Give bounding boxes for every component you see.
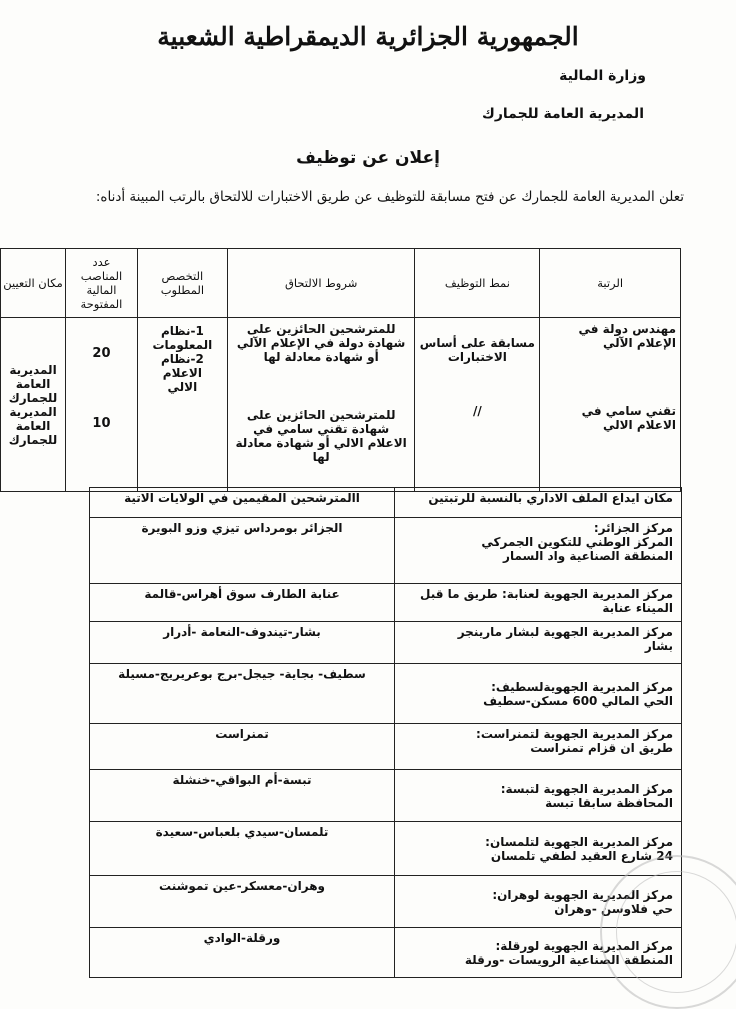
- mode-row2: //: [472, 404, 482, 418]
- header-wilayas: االمترشحين المقيمين في الولايات الاتية: [90, 488, 395, 518]
- centre-place: مركز المديرية الجهوية لبشار مارينجر بشار: [395, 622, 682, 664]
- centre-place: مركز المديرية الجهويةلسطيف: الحي المالي 600 مسكن-سطيف: [395, 664, 682, 724]
- republic-title: الجمهورية الجزائرية الديمقراطية الشعبية: [157, 22, 579, 51]
- centre-wilayas: تبسة-أم البواقي-خنشلة: [90, 770, 395, 822]
- conditions-row2: للمترشحين الحائزين على شهادة تقني سامي في الاعلام الالي أو شهادة معادلة لها: [235, 408, 407, 464]
- table-row: [90, 622, 682, 664]
- centre-wilayas: بشار-تيندوف-النعامة -أدرار: [90, 622, 395, 664]
- specialty-cell: 1-نظام المعلومات 2-نظام الاعلام الالي: [137, 318, 227, 492]
- table-row: [90, 928, 682, 978]
- directorate-name: المديرية العامة للجمارك: [482, 106, 644, 122]
- rank-technician: تقني سامي في الاعلام الالي: [581, 404, 676, 432]
- ranks-table: [0, 248, 681, 492]
- centre-wilayas: ورقلة-الوادي: [90, 928, 395, 978]
- positions-row1: 20: [92, 346, 111, 361]
- mode-row1: مسابقة على أساس الاختبارات: [419, 336, 535, 364]
- centres-table: [89, 487, 682, 978]
- centre-place: مركز المديرية الجهوية لورقلة: المنطقة الصناعية الرويسات -ورقلة: [395, 928, 682, 978]
- centre-wilayas: سطيف- بجاية- جيجل-برج بوعريريج-مسيلة: [90, 664, 395, 724]
- header-conditions: شروط الالتحاق: [227, 249, 415, 318]
- ranks-table-header: [1, 249, 681, 318]
- centre-wilayas: عنابة الطارف سوق أهراس-قالمة: [90, 584, 395, 622]
- centre-place: مركز المديرية الجهوية لوهران: حي فلاوسن -وهران: [395, 876, 682, 928]
- intro-paragraph: تعلن المديرية العامة للجمارك عن فتح مسابقة للتوظيف عن طريق الاختبارات للالتحاق بالرتب المبينة أدناه:: [95, 189, 684, 205]
- table-row: [90, 724, 682, 770]
- centre-place: مركز المديرية الجهوية لعنابة: طريق ما قبل الميناء عنابة: [395, 584, 682, 622]
- positions-cell: [66, 318, 138, 492]
- rank-engineer: مهندس دولة في الإعلام الآلي: [578, 322, 676, 350]
- ministry-name: وزارة المالية: [559, 68, 646, 84]
- header-positions: عدد المناصب المالية المفتوحة: [66, 249, 138, 318]
- centre-place: مركز المديرية الجهوية لتبسة: المحافظة سابقا تبسة: [395, 770, 682, 822]
- centre-wilayas: تمنراست: [90, 724, 395, 770]
- centre-wilayas: تلمسان-سيدي بلعباس-سعيدة: [90, 822, 395, 876]
- conditions-row1: للمترشحين الحائزين على شهادة دولة في الإعلام الآلي أو شهادة معادلة لها: [236, 322, 406, 364]
- official-stamp: [600, 855, 736, 1009]
- table-row: [90, 584, 682, 622]
- mode-cell: [415, 318, 540, 492]
- centre-place: مركز الجزائر: المركز الوطني للتكوين الجمركي المنطقة الصناعية واد السمار: [395, 518, 682, 584]
- header-specialty: التخصص المطلوب: [137, 249, 227, 318]
- location-cell: المديرية العامة للجمارك المديرية العامة للجمارك: [1, 318, 66, 492]
- header-rank: الرتبة: [540, 249, 681, 318]
- rank-cell: [540, 318, 681, 492]
- positions-row2: 10: [92, 416, 111, 431]
- header-place: مكان ايداع الملف الاداري بالنسبة للرتبتين: [395, 488, 682, 518]
- header-location: مكان التعيين: [1, 249, 66, 318]
- centres-table-header: [90, 488, 682, 518]
- centre-place: مركز المديرية الجهوية لتمنراست: طريق ان قزام تمنراست: [395, 724, 682, 770]
- table-row: [90, 770, 682, 822]
- table-row: [1, 318, 681, 492]
- table-row: [90, 876, 682, 928]
- centre-wilayas: الجزائر بومرداس تيزي وزو البويرة: [90, 518, 395, 584]
- announcement-title: إعلان عن توظيف: [296, 148, 440, 168]
- header-mode: نمط التوظيف: [415, 249, 540, 318]
- table-row: [90, 664, 682, 724]
- centre-wilayas: وهران-معسكر-عين تموشنت: [90, 876, 395, 928]
- table-row: [90, 518, 682, 584]
- conditions-cell: [227, 318, 415, 492]
- centre-place: مركز المديرية الجهوية لتلمسان: 24 شارع العقيد لطفي تلمسان: [395, 822, 682, 876]
- table-row: [90, 822, 682, 876]
